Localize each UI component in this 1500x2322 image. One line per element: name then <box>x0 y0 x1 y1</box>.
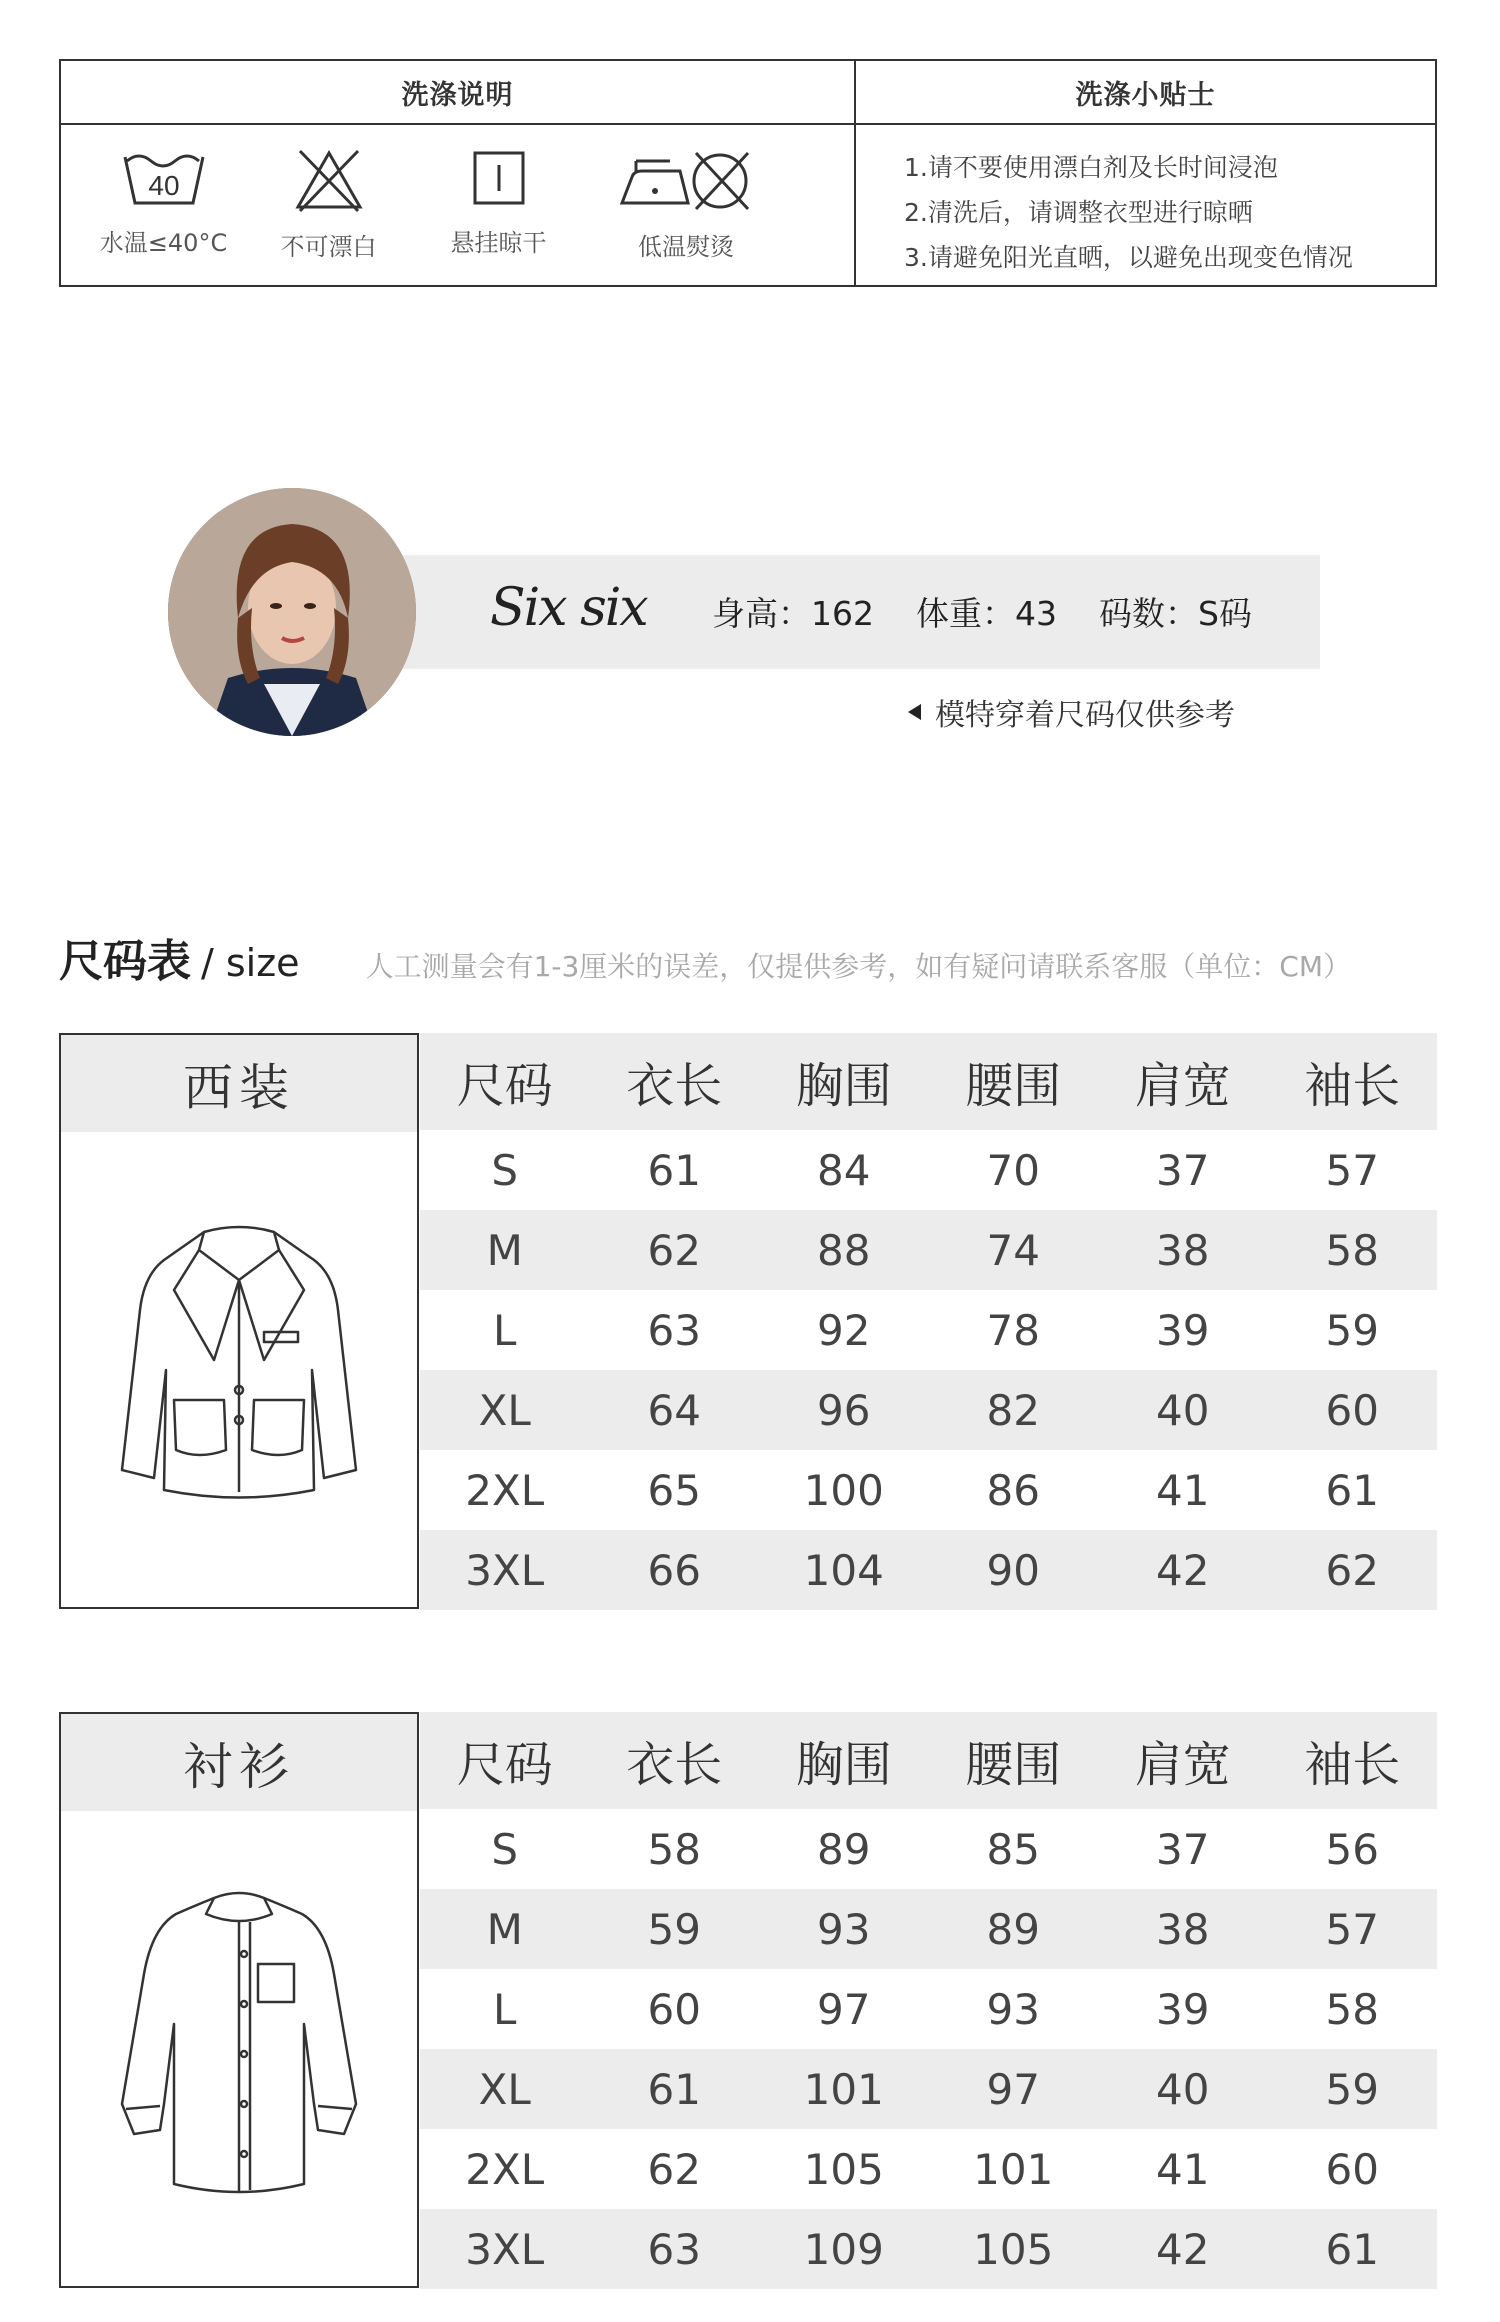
wash-tips-title: 洗涤小贴士 <box>856 61 1435 125</box>
table-row <box>420 2129 1437 2209</box>
table-cell: 41 <box>1156 1465 1210 1515</box>
column-header: 胸围 <box>795 1058 892 1114</box>
size-chart-disclaimer: 人工测量会有1-3厘米的误差，仅提供参考，如有疑问请联系客服（单位：CM） <box>365 950 1352 983</box>
table-cell: 39 <box>1156 1984 1210 2034</box>
table-cell: 82 <box>986 1385 1040 1435</box>
table-cell: 58 <box>1325 1984 1379 2034</box>
wash-tip: 1.请不要使用漂白剂及长时间浸泡 <box>904 153 1278 182</box>
care-label-dry: 悬挂晾干 <box>450 229 547 257</box>
table-cell: 90 <box>986 1545 1040 1595</box>
care-item-iron <box>606 147 766 262</box>
table-cell: 101 <box>973 2144 1054 2194</box>
table-cell: 57 <box>1325 1145 1379 1195</box>
column-header: 衣长 <box>626 1058 723 1114</box>
table-cell: 97 <box>986 2064 1040 2114</box>
column-header: 袖长 <box>1304 1737 1401 1793</box>
table-row <box>420 1969 1437 2049</box>
table-cell: 62 <box>1325 1545 1379 1595</box>
table-cell: L <box>493 1305 517 1355</box>
no-bleach-icon <box>292 147 366 213</box>
table-cell: 62 <box>647 1225 701 1275</box>
table-row <box>420 1370 1437 1450</box>
table-cell: XL <box>478 1385 531 1435</box>
table-cell: 37 <box>1156 1145 1210 1195</box>
model-weight: 体重：43 <box>916 594 1057 633</box>
care-label-wash: 水温≤40°C <box>99 229 228 257</box>
table-cell: 84 <box>817 1145 871 1195</box>
hang-dry-icon <box>471 147 527 209</box>
model-stats <box>712 588 1252 635</box>
wash-instructions-panel <box>61 61 856 285</box>
care-item-dry <box>391 147 606 258</box>
care-instructions <box>59 59 1437 287</box>
table-cell: 59 <box>1325 1305 1379 1355</box>
table-row <box>420 2049 1437 2129</box>
table-cell: 109 <box>803 2224 884 2274</box>
column-header: 衣长 <box>626 1737 723 1793</box>
table-cell: 61 <box>647 1145 701 1195</box>
garment-title: 西装 <box>61 1035 417 1132</box>
table-cell: 86 <box>986 1465 1040 1515</box>
table-cell: S <box>491 1824 519 1874</box>
table-cell: 61 <box>1325 2224 1379 2274</box>
table-cell: 93 <box>817 1904 871 1954</box>
suit-jacket-illustration <box>61 1132 417 1607</box>
table-cell: 89 <box>986 1904 1040 1954</box>
blazer-icon <box>104 1220 374 1520</box>
table-cell: 60 <box>1325 2144 1379 2194</box>
care-label-iron: 低温熨烫 <box>638 233 734 261</box>
wash-tip: 2.清洗后，请调整衣型进行晾晒 <box>904 198 1253 227</box>
table-cell: 59 <box>1325 2064 1379 2114</box>
table-cell: 93 <box>986 1984 1040 2034</box>
table-cell: 62 <box>647 2144 701 2194</box>
column-header: 尺码 <box>456 1058 553 1114</box>
table-cell: 105 <box>803 2144 884 2194</box>
table-cell: M <box>486 1225 523 1275</box>
table-header-row <box>420 1033 1437 1130</box>
garment-card <box>59 1033 419 1609</box>
table-cell: 2XL <box>465 2144 545 2194</box>
table-cell: 58 <box>647 1824 701 1874</box>
table-cell: 38 <box>1156 1225 1210 1275</box>
size-chart-subtitle: / size <box>201 941 300 985</box>
table-cell: 92 <box>817 1305 871 1355</box>
column-header: 腰围 <box>965 1058 1062 1114</box>
table-cell: M <box>486 1904 523 1954</box>
care-label-bleach: 不可漂白 <box>280 233 377 261</box>
table-row <box>420 1450 1437 1530</box>
table-cell: 3XL <box>465 1545 545 1595</box>
table-cell: S <box>491 1145 519 1195</box>
table-cell: 42 <box>1156 2224 1210 2274</box>
table-cell: 66 <box>647 1545 701 1595</box>
garment-title: 衬衫 <box>61 1714 417 1811</box>
table-row <box>420 1889 1437 1969</box>
column-header: 腰围 <box>965 1737 1062 1793</box>
model-size-note <box>908 690 1235 734</box>
table-cell: 37 <box>1156 1824 1210 1874</box>
column-header: 袖长 <box>1304 1058 1401 1114</box>
size-grid <box>420 1712 1437 2289</box>
model-size: 码数：S码 <box>1099 594 1252 633</box>
table-cell: 56 <box>1325 1824 1379 1874</box>
table-cell: 63 <box>647 2224 701 2274</box>
table-row <box>420 1530 1437 1610</box>
column-header: 胸围 <box>795 1737 892 1793</box>
table-cell: 58 <box>1325 1225 1379 1275</box>
low-iron-no-iron-icon <box>618 147 754 213</box>
table-cell: 88 <box>817 1225 871 1275</box>
model-avatar <box>168 488 416 736</box>
table-cell: 39 <box>1156 1305 1210 1355</box>
table-cell: 78 <box>986 1305 1040 1355</box>
size-grid <box>420 1033 1437 1610</box>
wash-temp-number: 40 <box>147 170 180 201</box>
wash-instructions-title: 洗涤说明 <box>61 61 854 125</box>
table-cell: 96 <box>817 1385 871 1435</box>
table-cell: 74 <box>986 1225 1040 1275</box>
table-cell: 38 <box>1156 1904 1210 1954</box>
column-header: 肩宽 <box>1134 1737 1231 1793</box>
table-cell: 97 <box>817 1984 871 2034</box>
model-note-text: 模特穿着尺码仅供参考 <box>935 698 1235 733</box>
model-portrait-image <box>168 488 416 736</box>
suit-size-table <box>59 1033 1437 1609</box>
table-cell: 89 <box>817 1824 871 1874</box>
table-header-row <box>420 1712 1437 1809</box>
model-name: Six six <box>490 578 647 638</box>
table-row <box>420 2209 1437 2289</box>
table-cell: 2XL <box>465 1465 545 1515</box>
wash-tip: 3.请避免阳光直晒，以避免出现变色情况 <box>904 243 1353 272</box>
left-triangle-icon <box>908 704 921 720</box>
size-chart-heading <box>59 925 1351 989</box>
table-cell: 104 <box>803 1545 884 1595</box>
garment-card <box>59 1712 419 2288</box>
wash-tips-list <box>856 125 1435 285</box>
table-cell: 60 <box>647 1984 701 2034</box>
table-cell: 41 <box>1156 2144 1210 2194</box>
model-height: 身高：162 <box>712 594 874 633</box>
column-header: 肩宽 <box>1134 1058 1231 1114</box>
table-cell: XL <box>478 2064 531 2114</box>
table-cell: 65 <box>647 1465 701 1515</box>
table-row <box>420 1130 1437 1210</box>
table-cell: 85 <box>986 1824 1040 1874</box>
table-row <box>420 1290 1437 1370</box>
care-icon-row <box>61 125 854 285</box>
table-cell: L <box>493 1984 517 2034</box>
table-cell: 40 <box>1156 1385 1210 1435</box>
table-cell: 57 <box>1325 1904 1379 1954</box>
table-cell: 42 <box>1156 1545 1210 1595</box>
table-cell: 105 <box>973 2224 1054 2274</box>
table-cell: 40 <box>1156 2064 1210 2114</box>
wash-40-icon <box>121 147 207 209</box>
table-row <box>420 1809 1437 1889</box>
table-cell: 101 <box>803 2064 884 2114</box>
table-cell: 3XL <box>465 2224 545 2274</box>
shirt-size-table <box>59 1712 1437 2288</box>
table-row <box>420 1210 1437 1290</box>
table-cell: 63 <box>647 1305 701 1355</box>
shirt-icon <box>104 1884 374 2214</box>
care-item-bleach <box>266 147 391 262</box>
table-cell: 60 <box>1325 1385 1379 1435</box>
table-cell: 59 <box>647 1904 701 1954</box>
table-cell: 70 <box>986 1145 1040 1195</box>
size-chart-title: 尺码表 <box>59 936 191 987</box>
column-header: 尺码 <box>456 1737 553 1793</box>
table-cell: 61 <box>647 2064 701 2114</box>
shirt-illustration <box>61 1811 417 2286</box>
care-item-wash <box>61 147 266 258</box>
table-cell: 100 <box>803 1465 884 1515</box>
table-cell: 64 <box>647 1385 701 1435</box>
table-cell: 61 <box>1325 1465 1379 1515</box>
wash-tips-panel <box>856 61 1435 285</box>
